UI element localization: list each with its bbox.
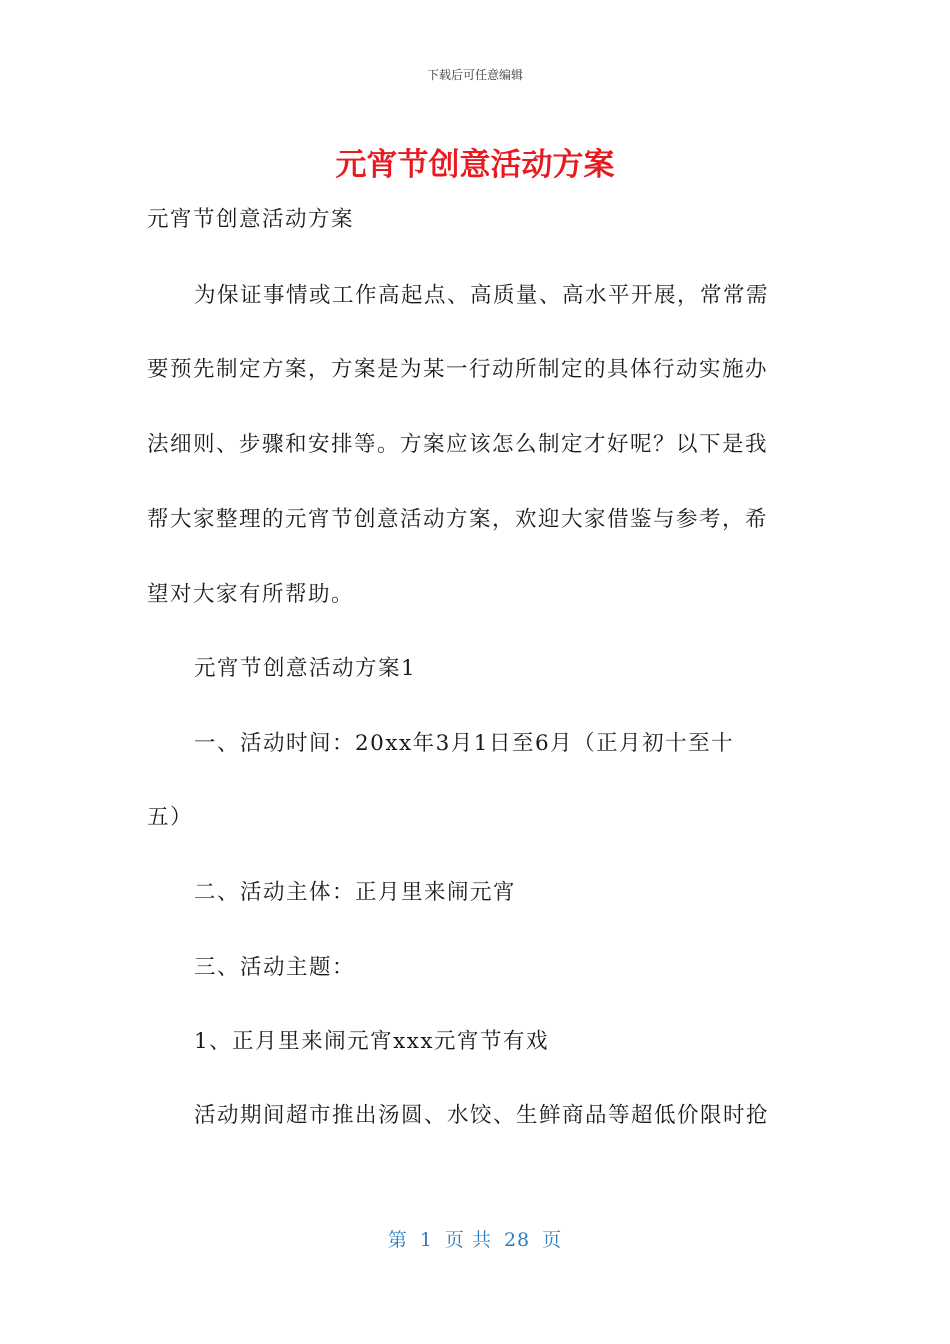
footer-total-pages: 28 <box>503 1229 531 1251</box>
paragraph-line: 为保证事情或工作高起点、高质量、高水平开展，常常需 <box>194 283 770 308</box>
footer-prefix: 第 <box>387 1229 408 1251</box>
paragraph-line: 三、活动主题： <box>194 955 356 980</box>
footer-page-number: 1 <box>419 1229 433 1251</box>
footer-middle: 页 共 <box>444 1229 492 1251</box>
section-heading: 元宵节创意活动方案1 <box>194 656 417 681</box>
paragraph-line: 活动期间超市推出汤圆、水饺、生鲜商品等超低价限时抢 <box>194 1103 770 1128</box>
paragraph-line: 帮大家整理的元宵节创意活动方案，欢迎大家借鉴与参考，希 <box>147 507 769 532</box>
paragraph-line: 1、正月里来闹元宵xxx元宵节有戏 <box>194 1029 550 1054</box>
paragraph-line: 要预先制定方案，方案是为某一行动所制定的具体行动实施办 <box>147 357 769 382</box>
page-footer <box>0 1225 950 1252</box>
paragraph-line: 五） <box>147 805 194 830</box>
paragraph-line: 二、活动主体：正月里来闹元宵 <box>194 880 517 905</box>
document-title: 元宵节创意活动方案 <box>335 147 615 183</box>
subtitle-line: 元宵节创意活动方案 <box>147 207 355 232</box>
paragraph-line: 法细则、步骤和安排等。方案应该怎么制定才好呢？以下是我 <box>147 432 769 457</box>
paragraph-line: 一、活动时间：20xx年3月1日至6月（正月初十至十 <box>194 731 735 756</box>
page-header: 下载后可任意编辑 <box>426 68 523 82</box>
paragraph-line: 望对大家有所帮助。 <box>147 582 355 607</box>
footer-suffix: 页 <box>542 1229 563 1251</box>
